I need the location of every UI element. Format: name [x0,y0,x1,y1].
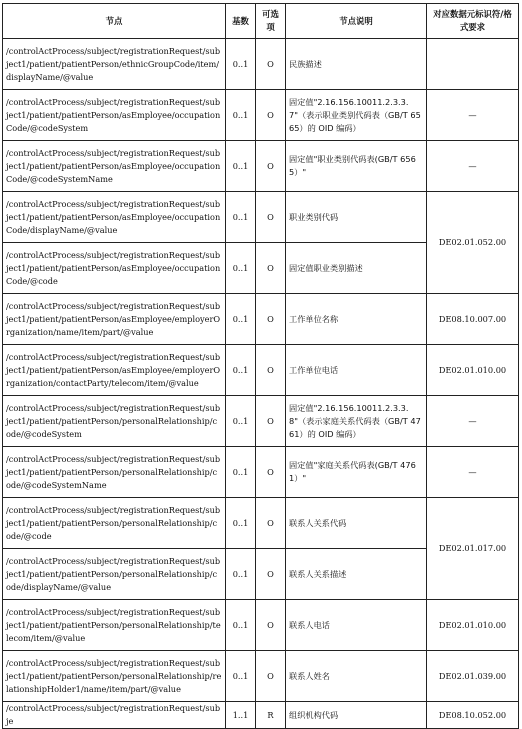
base-cell: 0..1 [226,549,256,600]
node-path: /controlActProcess/subject/registrationRequest/subject1/patient/patientPerson/ethnicGroupCode/item/displayName/@value [3,39,226,90]
table-row [3,141,519,192]
desc-cell: 固定值"家庭关系代码表(GB/T 4761）" [286,447,427,498]
desc-cell: 职业类别代码 [286,192,427,243]
node-path: /controlActProcess/subject/registrationRequest/subject1/patient/patientPerson/asEmployee/occupationCode/displayName/@value [3,192,226,243]
table-row [3,90,519,141]
ref-cell: DE02.01.017.00 [427,498,519,600]
node-path: /controlActProcess/subject/registrationRequest/subject1/patient/patientPerson/personalRelationship/code/@codeSystemName [3,447,226,498]
table-row [3,39,519,90]
ref-cell: DE02.01.010.00 [427,345,519,396]
optional-cell: R [256,702,286,729]
base-cell: 0..1 [226,243,256,294]
ref-cell: DE02.01.039.00 [427,651,519,702]
optional-cell: O [256,141,286,192]
header-node: 节点 [3,4,226,39]
desc-cell: 工作单位名称 [286,294,427,345]
ref-cell: — [427,90,519,141]
ref-cell: DE08.10.052.00 [427,702,519,729]
table-row [3,192,519,243]
desc-cell: 固定值职业类别描述 [286,243,427,294]
header-desc: 节点说明 [286,4,427,39]
node-path: /controlActProcess/subject/registrationRequest/subject1/patient/patientPerson/asEmployee/occupationCode/@code [3,243,226,294]
node-path: /controlActProcess/subject/registrationRequest/subje [3,702,226,729]
header-base: 基数 [226,4,256,39]
node-path: /controlActProcess/subject/registrationRequest/subject1/patient/patientPerson/personalRelationship/code/@codeSystem [3,396,226,447]
optional-cell: O [256,192,286,243]
header-optional: 可选项 [256,4,286,39]
desc-cell: 组织机构代码 [286,702,427,729]
base-cell: 0..1 [226,90,256,141]
base-cell: 1..1 [226,702,256,729]
base-cell: 0..1 [226,39,256,90]
optional-cell: O [256,600,286,651]
node-path: /controlActProcess/subject/registrationRequest/subject1/patient/patientPerson/asEmployee/occupationCode/@codeSystem [3,90,226,141]
table-row [3,702,519,729]
ref-cell: DE02.01.052.00 [427,192,519,294]
desc-cell: 联系人姓名 [286,651,427,702]
table-row [3,600,519,651]
base-cell: 0..1 [226,498,256,549]
base-cell: 0..1 [226,294,256,345]
table-row [3,345,519,396]
node-path: /controlActProcess/subject/registrationRequest/subject1/patient/patientPerson/asEmployee/employerOrganization/name/item/part/@value [3,294,226,345]
desc-cell: 工作单位电话 [286,345,427,396]
base-cell: 0..1 [226,600,256,651]
node-path: /controlActProcess/subject/registrationRequest/subject1/patient/patientPerson/personalRelationship/code/displayName/@value [3,549,226,600]
base-cell: 0..1 [226,447,256,498]
desc-cell: 民族描述 [286,39,427,90]
node-path: /controlActProcess/subject/registrationRequest/subject1/patient/patientPerson/personalRelationship/telecom/item/@value [3,600,226,651]
ref-cell: DE08.10.007.00 [427,294,519,345]
optional-cell: O [256,549,286,600]
optional-cell: O [256,447,286,498]
ref-cell [427,39,519,90]
optional-cell: O [256,39,286,90]
node-path: /controlActProcess/subject/registrationRequest/subject1/patient/patientPerson/personalRelationship/relationshipHolder1/name/item/part/@value [3,651,226,702]
table-row [3,396,519,447]
optional-cell: O [256,396,286,447]
optional-cell: O [256,90,286,141]
node-path: /controlActProcess/subject/registrationRequest/subject1/patient/patientPerson/asEmployee/occupationCode/@codeSystemName [3,141,226,192]
desc-cell: 固定值"2.16.156.10011.2.3.3.7"（表示职业类别代码表（GB/T 6565）的 OID 编码） [286,90,427,141]
optional-cell: O [256,345,286,396]
ref-cell: — [427,447,519,498]
base-cell: 0..1 [226,192,256,243]
ref-cell: DE02.01.010.00 [427,600,519,651]
optional-cell: O [256,294,286,345]
desc-cell: 联系人关系代码 [286,498,427,549]
table-row [3,498,519,549]
base-cell: 0..1 [226,345,256,396]
table-header-row [3,4,519,39]
desc-cell: 固定值"2.16.156.10011.2.3.3.8"（表示家庭关系代码表（GB/T 4761）的 OID 编码） [286,396,427,447]
base-cell: 0..1 [226,141,256,192]
table-row [3,651,519,702]
node-path: /controlActProcess/subject/registrationRequest/subject1/patient/patientPerson/asEmployee/employerOrganization/contactParty/telecom/item/@value [3,345,226,396]
optional-cell: O [256,651,286,702]
desc-cell: 联系人电话 [286,600,427,651]
node-spec-table [2,3,519,729]
optional-cell: O [256,243,286,294]
desc-cell: 固定值"职业类别代码表(GB/T 6565）" [286,141,427,192]
optional-cell: O [256,498,286,549]
node-path: /controlActProcess/subject/registrationRequest/subject1/patient/patientPerson/personalRelationship/code/@code [3,498,226,549]
base-cell: 0..1 [226,651,256,702]
desc-cell: 联系人关系描述 [286,549,427,600]
ref-cell: — [427,141,519,192]
header-ref: 对应数据元标识符/格式要求 [427,4,519,39]
table-row [3,294,519,345]
ref-cell: — [427,396,519,447]
base-cell: 0..1 [226,396,256,447]
table-row [3,447,519,498]
